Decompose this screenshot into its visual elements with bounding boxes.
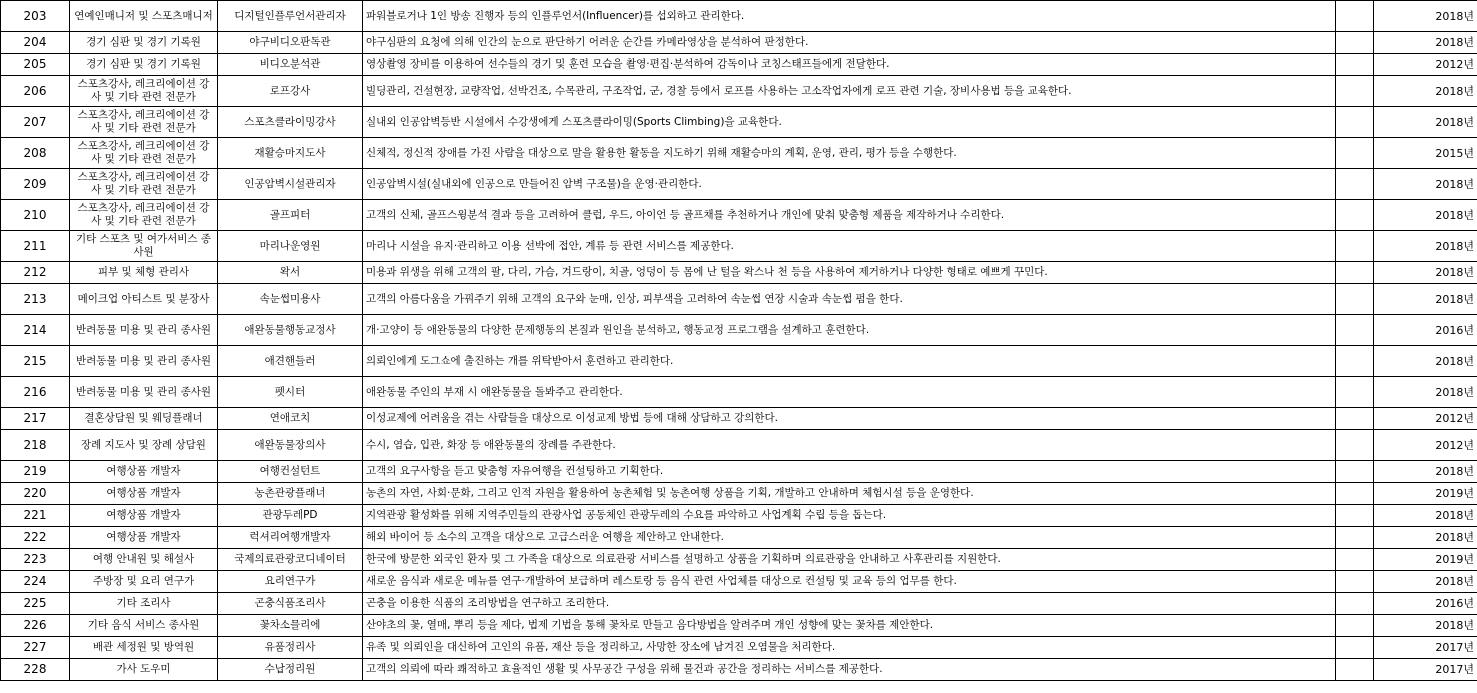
category-cell[interactable]: 스포츠강사, 레크리에이션 강사 및 기타 관련 전문가 (70, 138, 218, 169)
row-number-cell[interactable]: 213 (1, 284, 70, 315)
description-cell[interactable]: 야구심판의 요청에 의해 인간의 눈으로 판단하기 어려운 순간를 카메라영상을 분석하여 판정한다. (363, 32, 1336, 54)
year-cell[interactable]: 2017년 (1374, 637, 1477, 659)
job-title-cell[interactable]: 농촌관광플래너 (218, 483, 363, 505)
row-number-cell[interactable]: 209 (1, 169, 70, 200)
category-cell[interactable]: 결혼상담원 및 웨딩플래너 (70, 408, 218, 430)
table-row (1, 346, 1477, 377)
description-cell[interactable]: 산야초의 꽃, 열매, 뿌리 등을 제다, 법제 기법을 통해 꽃차로 만들고 음다방법을 알려주며 개인 성향에 맞는 꽃차를 제안한다. (363, 615, 1336, 637)
category-cell[interactable]: 여행상품 개발자 (70, 527, 218, 549)
description-cell[interactable]: 지역관광 활성화를 위해 지역주민들의 관광사업 공동체인 관광두레의 수요를 파악하고 사업계획 수립 등을 돕는다. (363, 505, 1336, 527)
category-cell[interactable]: 배관 세정원 및 방역원 (70, 637, 218, 659)
job-title-cell[interactable]: 럭셔리여행개발자 (218, 527, 363, 549)
row-number-cell[interactable]: 221 (1, 505, 70, 527)
table-row (1, 408, 1477, 430)
category-cell[interactable]: 여행상품 개발자 (70, 461, 218, 483)
year-cell[interactable]: 2016년 (1374, 315, 1477, 346)
job-title-cell[interactable]: 연애코치 (218, 408, 363, 430)
blank-cell[interactable] (1336, 32, 1374, 54)
job-title-cell[interactable]: 속눈썹미용사 (218, 284, 363, 315)
blank-cell[interactable] (1336, 54, 1374, 76)
year-cell[interactable]: 2015년 (1374, 138, 1477, 169)
row-number-cell[interactable]: 222 (1, 527, 70, 549)
category-cell[interactable]: 피부 및 체형 관리사 (70, 262, 218, 284)
row-number-cell[interactable]: 215 (1, 346, 70, 377)
description-cell[interactable]: 실내외 인공암벽등반 시설에서 수강생에게 스포츠클라이밍(Sports Climbing)을 교육한다. (363, 107, 1336, 138)
row-number-cell[interactable]: 226 (1, 615, 70, 637)
row-number-cell[interactable]: 223 (1, 549, 70, 571)
blank-cell[interactable] (1336, 571, 1374, 593)
description-cell[interactable]: 파워블로거나 1인 방송 진행자 등의 인플루언서(Influencer)를 섭외하고 관리한다. (363, 1, 1336, 32)
table-row (1, 262, 1477, 284)
job-title-cell[interactable]: 국제의료관광코디네이터 (218, 549, 363, 571)
table-row (1, 505, 1477, 527)
table-row (1, 659, 1477, 681)
blank-cell[interactable] (1336, 1, 1374, 32)
blank-cell[interactable] (1336, 593, 1374, 615)
table-row (1, 200, 1477, 231)
blank-cell[interactable] (1336, 262, 1374, 284)
table-row (1, 32, 1477, 54)
category-cell[interactable]: 스포츠강사, 레크리에이션 강사 및 기타 관련 전문가 (70, 76, 218, 107)
table-row (1, 315, 1477, 346)
description-cell[interactable]: 미용과 위생을 위해 고객의 팔, 다리, 가슴, 겨드랑이, 치골, 엉덩이 등 몸에 난 털을 왁스나 천 등을 사용하여 제거하거나 다양한 형태로 예쁘게 꾸민다. (363, 262, 1336, 284)
category-cell[interactable]: 스포츠강사, 레크리에이션 강사 및 기타 관련 전문가 (70, 107, 218, 138)
job-title-cell[interactable]: 골프피터 (218, 200, 363, 231)
row-number-cell[interactable]: 225 (1, 593, 70, 615)
job-title-cell[interactable]: 비디오분석관 (218, 54, 363, 76)
description-cell[interactable]: 이성교제에 어려움을 겪는 사람들을 대상으로 이성교제 방법 등에 대해 상담하고 강의한다. (363, 408, 1336, 430)
table-row (1, 138, 1477, 169)
description-cell[interactable]: 의뢰인에게 도그쇼에 출진하는 개를 위탁받아서 훈련하고 관리한다. (363, 346, 1336, 377)
row-number-cell[interactable]: 212 (1, 262, 70, 284)
year-cell[interactable]: 2018년 (1374, 505, 1477, 527)
description-cell[interactable]: 새로운 음식과 새로운 메뉴를 연구·개발하여 보급하며 레스토랑 등 음식 관련 사업체를 대상으로 컨설팅 및 교육 등의 업무를 한다. (363, 571, 1336, 593)
job-title-cell[interactable]: 인공암벽시설관리자 (218, 169, 363, 200)
year-cell[interactable]: 2018년 (1374, 1, 1477, 32)
blank-cell[interactable] (1336, 615, 1374, 637)
year-cell[interactable]: 2018년 (1374, 231, 1477, 262)
description-cell[interactable]: 애완동물 주인의 부재 시 애완동물을 돌봐주고 관리한다. (363, 377, 1336, 408)
year-cell[interactable]: 2017년 (1374, 659, 1477, 681)
row-number-cell[interactable]: 217 (1, 408, 70, 430)
category-cell[interactable]: 가사 도우미 (70, 659, 218, 681)
blank-cell[interactable] (1336, 483, 1374, 505)
category-cell[interactable]: 여행상품 개발자 (70, 483, 218, 505)
table-row (1, 430, 1477, 461)
year-cell[interactable]: 2012년 (1374, 408, 1477, 430)
year-cell[interactable]: 2012년 (1374, 430, 1477, 461)
description-cell[interactable]: 한국에 방문한 외국인 환자 및 그 가족을 대상으로 의료관광 서비스를 설명하고 상품을 기획하며 의료관광을 안내하고 사후관리를 지원한다. (363, 549, 1336, 571)
blank-cell[interactable] (1336, 76, 1374, 107)
blank-cell[interactable] (1336, 430, 1374, 461)
category-cell[interactable]: 반려동물 미용 및 관리 종사원 (70, 377, 218, 408)
table-row (1, 593, 1477, 615)
year-cell[interactable]: 2018년 (1374, 527, 1477, 549)
category-cell[interactable]: 기타 조리사 (70, 593, 218, 615)
job-title-cell[interactable]: 왁서 (218, 262, 363, 284)
year-cell[interactable]: 2018년 (1374, 200, 1477, 231)
category-cell[interactable]: 여행 안내원 및 해설사 (70, 549, 218, 571)
job-title-cell[interactable]: 요리연구가 (218, 571, 363, 593)
row-number-cell[interactable]: 203 (1, 1, 70, 32)
category-cell[interactable]: 연예인매니저 및 스포츠매니저 (70, 1, 218, 32)
category-cell[interactable]: 경기 심판 및 경기 기록원 (70, 32, 218, 54)
row-number-cell[interactable]: 216 (1, 377, 70, 408)
description-cell[interactable]: 곤충을 이용한 식품의 조리방법을 연구하고 조리한다. (363, 593, 1336, 615)
description-cell[interactable]: 신체적, 정신적 장애를 가진 사람을 대상으로 말을 활용한 활동을 지도하기 위해 재활승마의 계획, 운영, 관리, 평가 등을 수행한다. (363, 138, 1336, 169)
blank-cell[interactable] (1336, 107, 1374, 138)
description-cell[interactable]: 고객의 의뢰에 따라 쾌적하고 효율적인 생활 및 사무공간 구성을 위해 물건과 공간을 정리하는 서비스를 제공한다. (363, 659, 1336, 681)
category-cell[interactable]: 스포츠강사, 레크리에이션 강사 및 기타 관련 전문가 (70, 169, 218, 200)
blank-cell[interactable] (1336, 659, 1374, 681)
description-cell[interactable]: 영상촬영 장비를 이용하여 선수들의 경기 및 훈련 모습을 촬영·편집·분석하여 감독이나 코칭스태프들에게 전달한다. (363, 54, 1336, 76)
description-cell[interactable]: 고객의 아름다움을 가꿔주기 위해 고객의 요구와 눈매, 인상, 피부색을 고려하여 속눈썹 연장 시술과 속눈썹 펌을 한다. (363, 284, 1336, 315)
table-row (1, 377, 1477, 408)
year-cell[interactable]: 2012년 (1374, 54, 1477, 76)
job-title-cell[interactable]: 로프강사 (218, 76, 363, 107)
table-row (1, 76, 1477, 107)
blank-cell[interactable] (1336, 284, 1374, 315)
table-row (1, 637, 1477, 659)
blank-cell[interactable] (1336, 505, 1374, 527)
year-cell[interactable]: 2018년 (1374, 76, 1477, 107)
table-body (1, 1, 1477, 681)
category-cell[interactable]: 장례 지도사 및 장례 상담원 (70, 430, 218, 461)
row-number-cell[interactable]: 220 (1, 483, 70, 505)
blank-cell[interactable] (1336, 138, 1374, 169)
job-title-cell[interactable]: 유품정리사 (218, 637, 363, 659)
row-number-cell[interactable]: 228 (1, 659, 70, 681)
row-number-cell[interactable]: 214 (1, 315, 70, 346)
job-title-cell[interactable]: 애완동물행동교정사 (218, 315, 363, 346)
blank-cell[interactable] (1336, 169, 1374, 200)
year-cell[interactable]: 2018년 (1374, 284, 1477, 315)
year-cell[interactable]: 2019년 (1374, 483, 1477, 505)
table-row (1, 527, 1477, 549)
year-cell[interactable]: 2018년 (1374, 169, 1477, 200)
description-cell[interactable]: 마리나 시설을 유지·관리하고 이용 선박에 접안, 계류 등 관련 서비스를 제공한다. (363, 231, 1336, 262)
job-title-cell[interactable]: 펫시터 (218, 377, 363, 408)
row-number-cell[interactable]: 208 (1, 138, 70, 169)
row-number-cell[interactable]: 224 (1, 571, 70, 593)
blank-cell[interactable] (1336, 637, 1374, 659)
table-row (1, 615, 1477, 637)
blank-cell[interactable] (1336, 315, 1374, 346)
row-number-cell[interactable]: 205 (1, 54, 70, 76)
table-row (1, 169, 1477, 200)
year-cell[interactable]: 2019년 (1374, 549, 1477, 571)
row-number-cell[interactable]: 218 (1, 430, 70, 461)
row-number-cell[interactable]: 211 (1, 231, 70, 262)
description-cell[interactable]: 빌딩관리, 건설현장, 교량작업, 선박건조, 수목관리, 구조작업, 군, 경찰 등에서 로프를 사용하는 고소작업자에게 로프 관련 기술, 장비사용법 등을 교육한다. (363, 76, 1336, 107)
job-title-cell[interactable]: 관광두레PD (218, 505, 363, 527)
year-cell[interactable]: 2016년 (1374, 593, 1477, 615)
description-cell[interactable]: 유족 및 의뢰인을 대신하여 고인의 유품, 재산 등을 정리하고, 사망한 장소에 남겨진 오염물을 처리한다. (363, 637, 1336, 659)
blank-cell[interactable] (1336, 231, 1374, 262)
table-row (1, 549, 1477, 571)
category-cell[interactable]: 반려동물 미용 및 관리 종사원 (70, 315, 218, 346)
year-cell[interactable]: 2018년 (1374, 107, 1477, 138)
job-title-cell[interactable]: 마리나운영원 (218, 231, 363, 262)
row-number-cell[interactable]: 204 (1, 32, 70, 54)
description-cell[interactable]: 수시, 염습, 입관, 화장 등 애완동물의 장례를 주관한다. (363, 430, 1336, 461)
table-row (1, 461, 1477, 483)
year-cell[interactable]: 2018년 (1374, 346, 1477, 377)
row-number-cell[interactable]: 219 (1, 461, 70, 483)
job-title-cell[interactable]: 재활승마지도사 (218, 138, 363, 169)
table-row (1, 54, 1477, 76)
row-number-cell[interactable]: 210 (1, 200, 70, 231)
description-cell[interactable]: 인공암벽시설(실내외에 인공으로 만들어진 암벽 구조물)을 운영·관리한다. (363, 169, 1336, 200)
blank-cell[interactable] (1336, 200, 1374, 231)
job-title-cell[interactable]: 꽃차소믈리에 (218, 615, 363, 637)
job-title-cell[interactable]: 곤충식품조리사 (218, 593, 363, 615)
blank-cell[interactable] (1336, 527, 1374, 549)
category-cell[interactable]: 여행상품 개발자 (70, 505, 218, 527)
row-number-cell[interactable]: 206 (1, 76, 70, 107)
blank-cell[interactable] (1336, 461, 1374, 483)
table-row (1, 107, 1477, 138)
year-cell[interactable]: 2018년 (1374, 571, 1477, 593)
category-cell[interactable]: 기타 음식 서비스 종사원 (70, 615, 218, 637)
category-cell[interactable]: 기타 스포츠 및 여가서비스 종사원 (70, 231, 218, 262)
blank-cell[interactable] (1336, 408, 1374, 430)
table-row (1, 231, 1477, 262)
job-title-cell[interactable]: 애완동물장의사 (218, 430, 363, 461)
job-title-cell[interactable]: 수납정리원 (218, 659, 363, 681)
row-number-cell[interactable]: 227 (1, 637, 70, 659)
job-title-cell[interactable]: 스포츠클라이밍강사 (218, 107, 363, 138)
year-cell[interactable]: 2018년 (1374, 461, 1477, 483)
blank-cell[interactable] (1336, 377, 1374, 408)
row-number-cell[interactable]: 207 (1, 107, 70, 138)
description-cell[interactable]: 개·고양이 등 애완동물의 다양한 문제행동의 본질과 원인을 분석하고, 행동교정 프로그램을 설계하고 훈련한다. (363, 315, 1336, 346)
description-cell[interactable]: 농촌의 자연, 사회·문화, 그리고 인적 자원을 활용하여 농촌체험 및 농촌여행 상품을 기획, 개발하고 안내하며 체험시설 등을 운영한다. (363, 483, 1336, 505)
job-title-cell[interactable]: 디지털인플루언서관리자 (218, 1, 363, 32)
description-cell[interactable]: 고객의 요구사항을 듣고 맞춤형 자유여행을 컨설팅하고 기획한다. (363, 461, 1336, 483)
blank-cell[interactable] (1336, 346, 1374, 377)
table-row (1, 284, 1477, 315)
year-cell[interactable]: 2018년 (1374, 262, 1477, 284)
blank-cell[interactable] (1336, 549, 1374, 571)
table-row (1, 571, 1477, 593)
year-cell[interactable]: 2018년 (1374, 377, 1477, 408)
description-cell[interactable]: 고객의 신체, 골프스윙분석 결과 등을 고려하여 클럽, 우드, 아이언 등 골프채를 추천하거나 개인에 맞춰 맞춤형 제품을 제작하거나 수리한다. (363, 200, 1336, 231)
year-cell[interactable]: 2018년 (1374, 615, 1477, 637)
table-row (1, 483, 1477, 505)
table-row (1, 1, 1477, 32)
category-cell[interactable]: 스포츠강사, 레크리에이션 강사 및 기타 관련 전문가 (70, 200, 218, 231)
job-title-cell[interactable]: 애견핸들러 (218, 346, 363, 377)
category-cell[interactable]: 반려동물 미용 및 관리 종사원 (70, 346, 218, 377)
job-title-cell[interactable]: 야구비디오판독관 (218, 32, 363, 54)
description-cell[interactable]: 해외 바이어 등 소수의 고객을 대상으로 고급스러운 여행을 제안하고 안내한다. (363, 527, 1336, 549)
job-title-cell[interactable]: 여행컨설턴트 (218, 461, 363, 483)
category-cell[interactable]: 경기 심판 및 경기 기록원 (70, 54, 218, 76)
category-cell[interactable]: 주방장 및 요리 연구가 (70, 571, 218, 593)
year-cell[interactable]: 2018년 (1374, 32, 1477, 54)
category-cell[interactable]: 메이크업 아티스트 및 분장사 (70, 284, 218, 315)
